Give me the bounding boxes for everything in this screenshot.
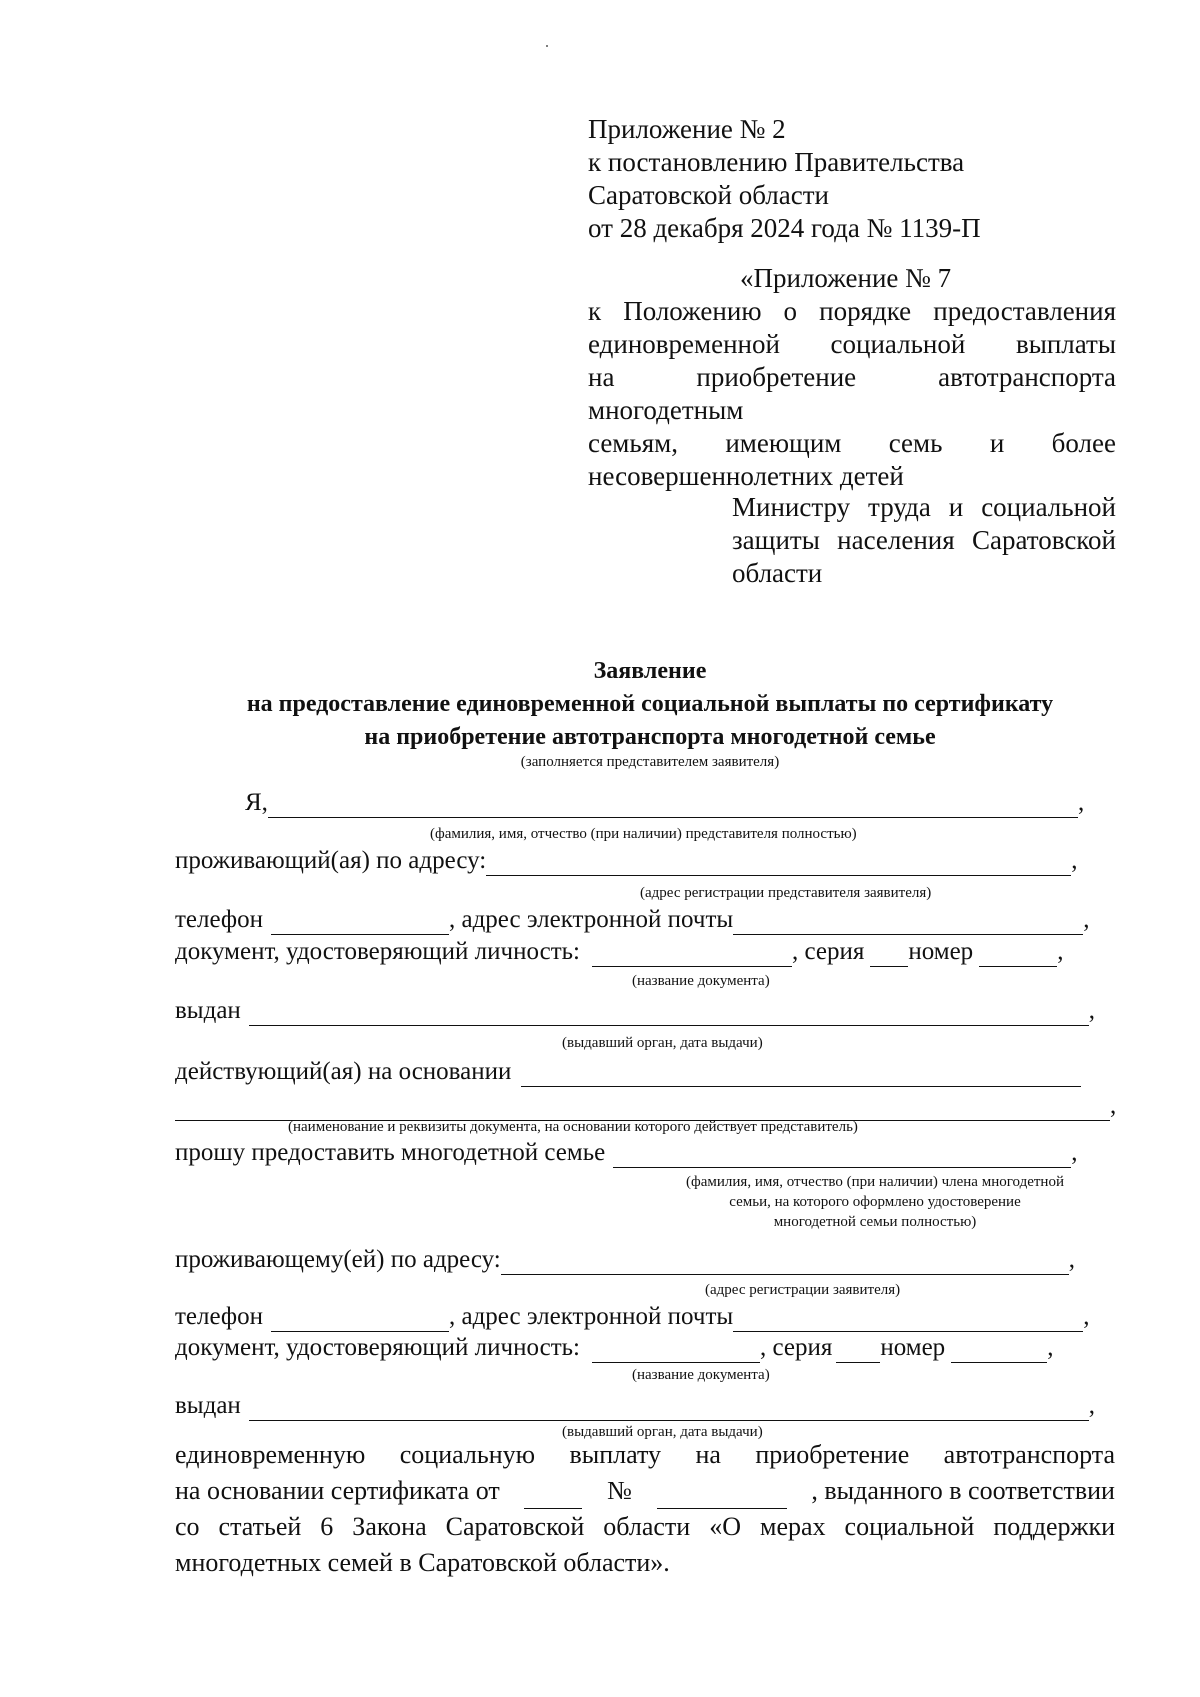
title-line-3: на приобретение автотранспорта многодетной семье bbox=[364, 724, 936, 750]
applicant-number-label: номер bbox=[880, 1334, 946, 1361]
request-hint-line: многодетной семьи полностью) bbox=[773, 1214, 977, 1230]
closing-line: многодетных семей в Саратовской области». bbox=[175, 1548, 670, 1577]
i-label: Я, bbox=[245, 789, 268, 816]
regulation-line: семьям, имеющим семь и более bbox=[588, 428, 1116, 458]
rep-issued-hint: (выдавший орган, дата выдачи) bbox=[562, 1035, 763, 1051]
cert-number-field[interactable] bbox=[657, 1480, 787, 1509]
addressee-line: области bbox=[732, 558, 823, 588]
closing-paragraph bbox=[175, 1437, 1115, 1581]
document-title bbox=[150, 655, 1150, 754]
applicant-email-label: , адрес электронной почты bbox=[448, 1303, 734, 1330]
request-hint-line: семьи, на которого оформлено удостоверение bbox=[729, 1194, 1021, 1210]
applicant-doc-name-hint: (название документа) bbox=[632, 1367, 770, 1383]
appendix-region: Саратовской области bbox=[588, 180, 829, 210]
applicant-id-row: документ, удостоверяющий личность: , серия номер , bbox=[175, 1334, 1054, 1361]
appendix-date: от 28 декабря 2024 года № 1139-П bbox=[588, 213, 981, 243]
rep-name-hint: (фамилия, имя, отчество (при наличии) представителя полностью) bbox=[430, 826, 857, 842]
cert-number-label: № bbox=[607, 1476, 632, 1505]
rep-name-row: Я, , bbox=[245, 789, 1085, 816]
rep-issued-label: выдан bbox=[175, 997, 241, 1024]
applicant-series-label: , серия bbox=[759, 1334, 833, 1361]
rep-address-field[interactable] bbox=[486, 849, 1071, 876]
rep-contact-row: телефон , адрес электронной почты , bbox=[175, 906, 1090, 933]
regulation-line: на приобретение автотранспорта многодетным bbox=[588, 362, 1116, 425]
applicant-issued-field[interactable] bbox=[249, 1394, 1089, 1421]
rep-series-label: , серия bbox=[791, 938, 865, 965]
closing-line bbox=[175, 1473, 1115, 1509]
closing-line: со статьей 6 Закона Саратовской области «О мерах социальной поддержки bbox=[175, 1512, 1115, 1541]
addressee-line: защиты населения Саратовской bbox=[732, 525, 1116, 555]
rep-id-name-field[interactable] bbox=[592, 940, 792, 967]
applicant-phone-label: телефон bbox=[175, 1303, 263, 1330]
request-hint-line: (фамилия, имя, отчество (при наличии) члена многодетной bbox=[686, 1174, 1064, 1190]
rep-number-field[interactable] bbox=[979, 940, 1057, 967]
regulation-line: к Положению о порядке предоставления bbox=[588, 296, 1116, 326]
applicant-issued-label: выдан bbox=[175, 1392, 241, 1419]
rep-id-label: документ, удостоверяющий личность: bbox=[175, 938, 580, 965]
rep-number-label: номер bbox=[908, 938, 974, 965]
request-label: прошу предоставить многодетной семье bbox=[175, 1139, 606, 1166]
closing-line: единовременную социальную выплату на приобретение автотранспорта bbox=[175, 1440, 1115, 1469]
applicant-id-name-field[interactable] bbox=[592, 1336, 760, 1363]
rep-name-field[interactable] bbox=[268, 791, 1078, 818]
addressee bbox=[732, 491, 1116, 590]
appendix-number: Приложение № 2 bbox=[588, 114, 786, 144]
request-hint bbox=[640, 1172, 1110, 1232]
rep-series-field[interactable] bbox=[870, 940, 908, 967]
appendix-ref: к постановлению Правительства bbox=[588, 147, 965, 177]
rep-acting-field[interactable] bbox=[521, 1060, 1081, 1087]
fill-note: (заполняется представителем заявителя) bbox=[520, 754, 780, 770]
cert-date-field[interactable] bbox=[524, 1480, 582, 1509]
rep-email-label: , адрес электронной почты bbox=[448, 906, 734, 933]
regulation-line: единовременной социальной выплаты bbox=[588, 329, 1116, 359]
rep-acting-row bbox=[175, 1057, 1081, 1087]
applicant-number-field[interactable] bbox=[951, 1336, 1047, 1363]
applicant-phone-field[interactable] bbox=[271, 1305, 449, 1332]
regulation-header bbox=[588, 262, 1116, 493]
rep-phone-label: телефон bbox=[175, 906, 263, 933]
rep-address-row: проживающий(ая) по адресу: , bbox=[175, 847, 1078, 874]
applicant-address-field[interactable] bbox=[501, 1248, 1069, 1275]
addressee-line: Министру труда и социальной bbox=[732, 492, 1116, 522]
cert-from-label: на основании сертификата от bbox=[175, 1476, 500, 1505]
regulation-appendix-number: «Приложение № 7 bbox=[740, 263, 952, 293]
applicant-contact-row: телефон , адрес электронной почты , bbox=[175, 1303, 1090, 1330]
request-row: прошу предоставить многодетной семье , bbox=[175, 1139, 1078, 1166]
request-field[interactable] bbox=[613, 1141, 1071, 1168]
rep-acting-label: действующий(ая) на основании bbox=[175, 1058, 512, 1085]
applicant-issued-hint: (выдавший орган, дата выдачи) bbox=[562, 1424, 763, 1440]
cert-issued-label: , выданного в соответствии bbox=[811, 1476, 1115, 1505]
applicant-address-row: проживающему(ей) по адресу: , bbox=[175, 1246, 1075, 1273]
scan-speck bbox=[546, 45, 548, 47]
applicant-issued-row: выдан , bbox=[175, 1392, 1096, 1419]
rep-address-hint: (адрес регистрации представителя заявителя) bbox=[640, 885, 932, 901]
rep-address-label: проживающий(ая) по адресу: bbox=[175, 847, 487, 874]
applicant-address-label: проживающему(ей) по адресу: bbox=[175, 1246, 501, 1273]
rep-id-row: документ, удостоверяющий личность: , серия номер , bbox=[175, 938, 1064, 965]
rep-acting-hint: (наименование и реквизиты документа, на основании которого действует представитель) bbox=[288, 1119, 858, 1135]
rep-phone-field[interactable] bbox=[271, 908, 449, 935]
applicant-email-field[interactable] bbox=[733, 1305, 1083, 1332]
rep-acting-row-2: , bbox=[175, 1091, 1116, 1121]
applicant-series-field[interactable] bbox=[836, 1336, 880, 1363]
title-line-1: Заявление bbox=[593, 658, 707, 684]
title-line-2: на предоставление единовременной социальной выплаты по сертификату bbox=[246, 691, 1054, 717]
regulation-line: несовершеннолетних детей bbox=[588, 461, 904, 491]
rep-doc-name-hint: (название документа) bbox=[632, 973, 770, 989]
rep-email-field[interactable] bbox=[733, 908, 1083, 935]
applicant-address-hint: (адрес регистрации заявителя) bbox=[705, 1282, 901, 1298]
appendix-header bbox=[588, 113, 981, 245]
rep-issued-row: выдан , bbox=[175, 997, 1096, 1024]
applicant-id-label: документ, удостоверяющий личность: bbox=[175, 1334, 580, 1361]
rep-issued-field[interactable] bbox=[249, 999, 1089, 1026]
